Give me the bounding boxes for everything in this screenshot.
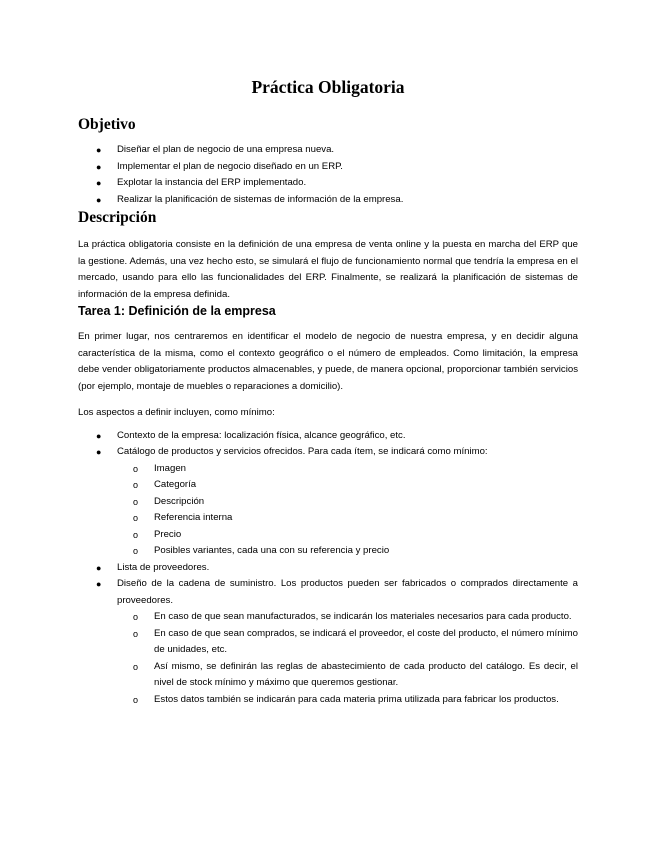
- list-item: o En caso de que sean comprados, se indicará el proveedor, el coste del producto, el número mínimo de unidades, etc.: [133, 627, 578, 655]
- descripcion-paragraph: La práctica obligatoria consiste en la definición de una empresa de venta online y la puesta en marcha del ERP que la gestione. Además, una vez hecho esto, se simulará el flujo de funcionamiento normal que tendría la empresa en el mercado, usando para ello las funcionalidades del ERP. Finalmente, se realizará la planificación de sistemas de información de la empresa definida.: [78, 239, 578, 300]
- list-item: o Categoría: [117, 477, 578, 494]
- list-item: o Descripción: [117, 494, 578, 511]
- circle-bullet-icon: o: [133, 546, 139, 556]
- circle-bullet-icon: o: [133, 496, 139, 507]
- list-item: ● Diseñar el plan de negocio de una empresa nueva.: [78, 142, 578, 159]
- descripcion-heading: Descripción: [78, 209, 157, 226]
- list-item: o Referencia interna: [117, 510, 578, 527]
- bullet-icon: ●: [96, 194, 102, 205]
- circle-bullet-icon: o: [133, 463, 139, 474]
- circle-bullet-icon: o: [133, 694, 139, 705]
- objetivo-list: [78, 142, 578, 208]
- aspects-intro: Los aspectos a definir incluyen, como mínimo:: [78, 407, 275, 418]
- circle-bullet-icon: o: [133, 628, 139, 639]
- circle-bullet-icon: o: [133, 612, 139, 622]
- tarea1-paragraph: En primer lugar, nos centraremos en identificar el modelo de negocio de nuestra empresa, y en decidir alguna característica de la misma, como el contexto geográfico o el número de empleados. Como limitación, la empresa debe vender obligatoriamente productos almacenables, y puede, de manera opcional, proporcionar también servicios (por ejemplo, montaje de muebles o reparaciones a domicilio).: [78, 331, 578, 392]
- catalog-sublist: [117, 461, 578, 560]
- list-item: ● Diseño de la cadena de suministro. Los productos pueden ser fabricados o comprados directamente a proveedores. o En caso de que sean manufacturados, se indicarán los materiales necesarios para cada producto. o En caso de que sean comprados, se indicará el proveedor, el coste del producto, el número mínimo de unidades, etc. o Así mismo, se definirán las reglas de abastecimiento de cada producto del catálogo. Es decir, el nivel de stock mínimo y máximo que queremos gestionar. o Estos datos también se indicarán para cada materia prima utilizada para fabricar los productos.: [78, 576, 578, 708]
- list-item: o En caso de que sean manufacturados, se indicarán los materiales necesarios para cada producto.: [117, 609, 578, 626]
- list-item: ● Contexto de la empresa: localización física, alcance geográfico, etc.: [78, 428, 578, 445]
- list-item: ● Catálogo de productos y servicios ofrecidos. Para cada ítem, se indicará como mínimo: o Imagen o Categoría o Descripción o Referencia interna o Precio o Posibles variantes, cada una con su referencia y precio: [78, 444, 578, 560]
- page-title: Práctica Obligatoria: [251, 77, 405, 97]
- list-item: o Precio: [117, 527, 578, 544]
- circle-bullet-icon: o: [133, 480, 139, 490]
- list-item: ● Implementar el plan de negocio diseñado en un ERP.: [78, 159, 578, 176]
- list-item: ● Lista de proveedores.: [78, 560, 578, 577]
- list-item: o Posibles variantes, cada una con su referencia y precio: [117, 543, 578, 560]
- list-item: o Estos datos también se indicarán para cada materia prima utilizada para fabricar los productos.: [117, 692, 578, 709]
- bullet-icon: ●: [96, 430, 102, 441]
- list-item: ● Explotar la instancia del ERP implementado.: [78, 175, 578, 192]
- bullet-icon: ●: [96, 562, 102, 573]
- bullet-icon: ●: [96, 178, 102, 188]
- bullet-icon: ●: [96, 579, 102, 589]
- bullet-icon: ●: [96, 145, 102, 155]
- list-item: o Así mismo, se definirán las reglas de abastecimiento de cada producto del catálogo. Es decir, el nivel de stock mínimo y máximo que queremos gestionar.: [133, 660, 578, 688]
- tarea1-heading: Tarea 1: Definición de la empresa: [78, 304, 276, 318]
- bullet-icon: ●: [96, 447, 102, 457]
- list-item: ● Realizar la planificación de sistemas de información de la empresa.: [78, 192, 578, 209]
- objetivo-heading: Objetivo: [78, 116, 136, 133]
- circle-bullet-icon: o: [133, 513, 139, 523]
- list-item: o Imagen: [117, 461, 578, 478]
- circle-bullet-icon: o: [133, 529, 139, 540]
- supply-chain-sublist: [117, 609, 578, 708]
- bullet-icon: ●: [96, 161, 102, 172]
- aspects-list: [78, 428, 578, 709]
- circle-bullet-icon: o: [133, 661, 139, 672]
